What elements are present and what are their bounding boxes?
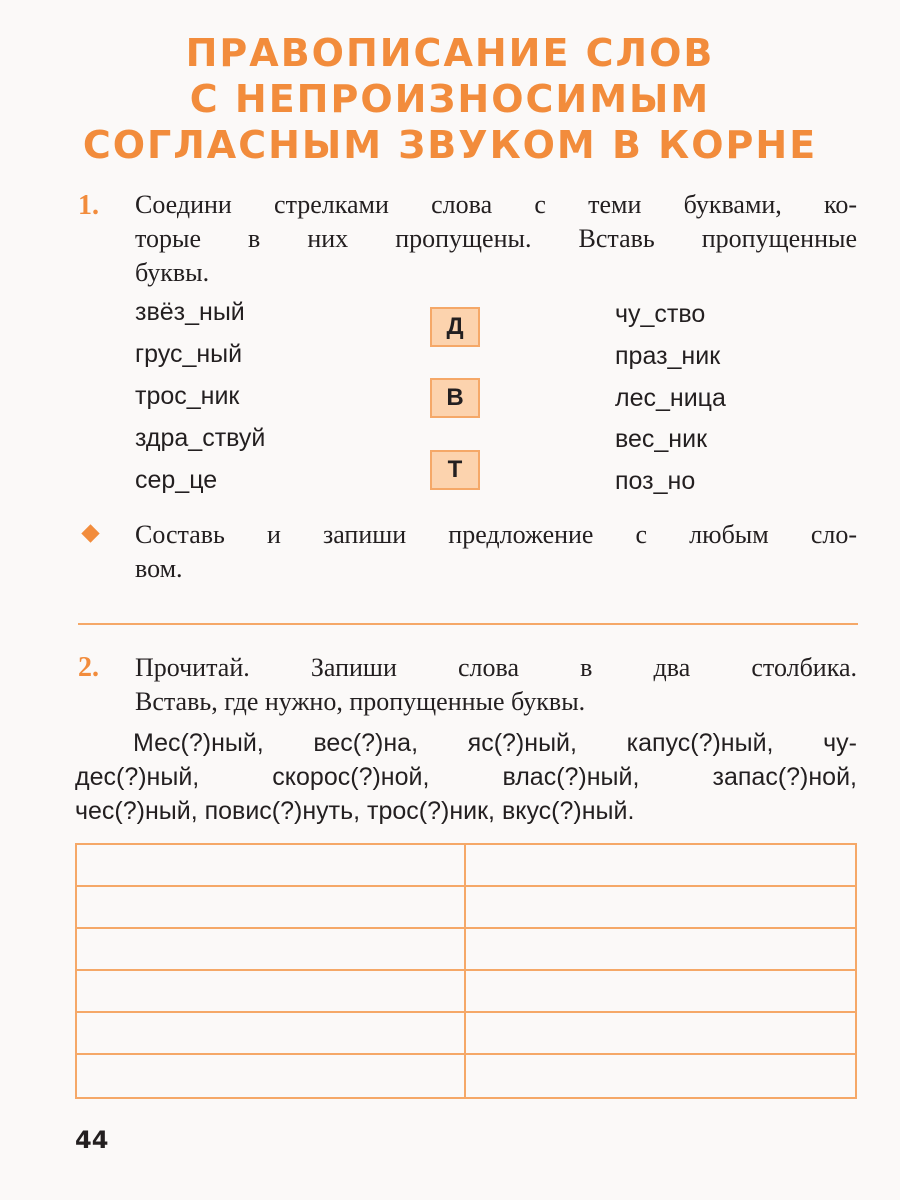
paragraph-line: Мес(?)ный, вес(?)на, яс(?)ный, капус(?)ный, чу- [133,729,857,757]
right-word[interactable]: чу_ство [615,300,706,328]
paragraph-line: чес(?)ный, повис(?)нуть, трос(?)ник, вкус(?)ный. [75,797,635,825]
task-1-instruction [135,188,857,290]
answer-table [75,843,857,1099]
task-1-line: торые в них пропущены. Вставь пропущенные [135,224,857,253]
answer-cell[interactable] [466,1055,855,1097]
task-2-line: Вставь, где нужно, пропущенные буквы. [135,687,586,716]
title-line-1: ПРАВОПИСАНИЕ СЛОВ [185,31,715,75]
left-word[interactable]: здра_ствуй [135,424,266,452]
task-1-line: Соедини стрелками слова с теми буквами, ко- [135,190,857,219]
task-1-line: буквы. [135,258,210,287]
left-word[interactable]: грус_ный [135,340,243,368]
right-word[interactable]: вес_ник [615,425,708,453]
answer-cell[interactable] [466,845,855,887]
page-title [0,30,900,168]
task-1-number: 1. [78,190,99,221]
paragraph-line: дес(?)ный, скорос(?)ной, влас(?)ный, запас(?)ной, [75,763,857,791]
task-1-extra-line: вом. [135,554,183,583]
right-word[interactable]: поз_но [615,467,696,495]
answer-cell[interactable] [466,1013,855,1055]
letter-box-d[interactable]: Д [430,307,480,347]
title-line-2: С НЕПРОИЗНОСИМЫМ [189,77,711,121]
answer-cell[interactable] [77,971,466,1013]
diamond-bullet-icon [81,524,99,542]
left-word[interactable]: звёз_ный [135,298,245,326]
letter-box-v[interactable]: В [430,378,480,418]
answer-cell[interactable] [77,929,466,971]
task-2-line: Прочитай. Запиши слова в два столбика. [135,653,857,682]
left-word[interactable]: трос_ник [135,382,240,410]
task-2-instruction [135,651,857,719]
page-number: 44 [75,1126,109,1154]
task-1-extra-line: Составь и запиши предложение с любым сло- [135,520,857,549]
right-word[interactable]: лес_ница [615,384,726,412]
answer-cell[interactable] [77,845,466,887]
left-word[interactable]: сер_це [135,466,218,494]
task-2-number: 2. [78,652,99,683]
answer-cell[interactable] [466,929,855,971]
title-line-3: СОГЛАСНЫМ ЗВУКОМ В КОРНЕ [82,123,818,167]
answer-cell[interactable] [77,887,466,929]
answer-cell[interactable] [466,971,855,1013]
task-1-extra [135,518,857,586]
answer-cell[interactable] [77,1013,466,1055]
word-paragraph [75,726,857,828]
answer-cell[interactable] [466,887,855,929]
answer-cell[interactable] [77,1055,466,1097]
right-word[interactable]: праз_ник [615,342,721,370]
writing-line[interactable] [78,623,858,625]
letter-box-t[interactable]: Т [430,450,480,490]
